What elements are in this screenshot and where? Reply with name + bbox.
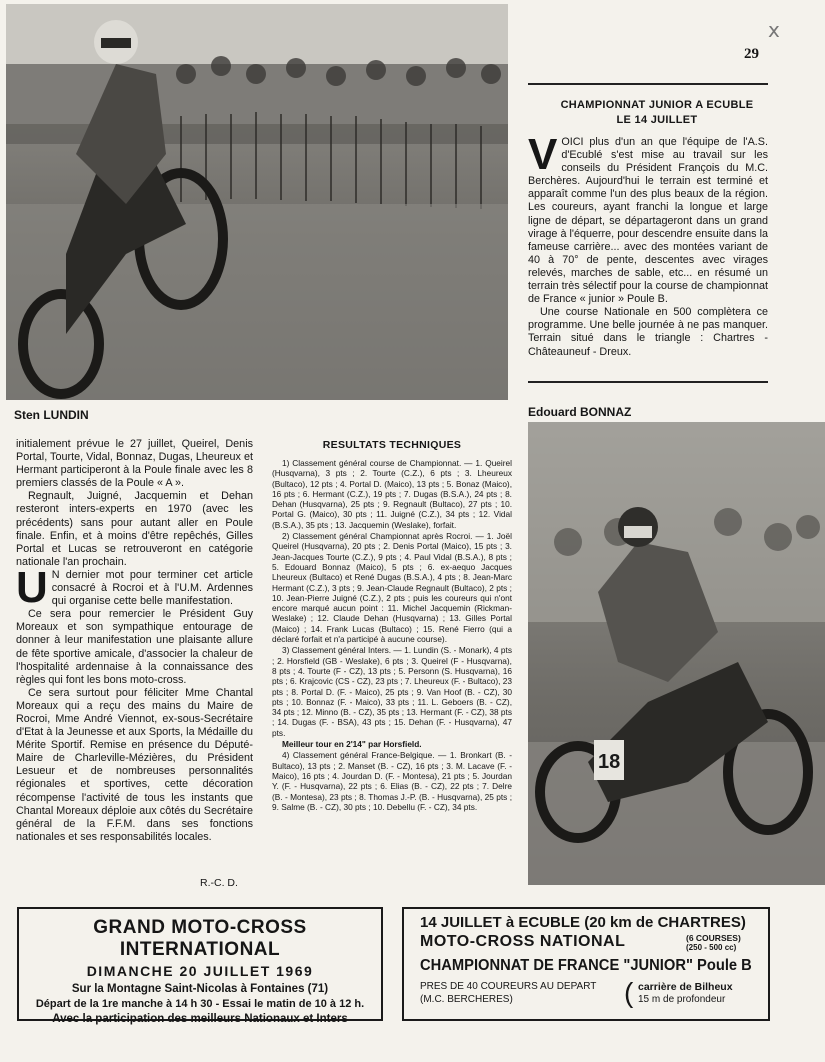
ad-grand-moto-cross	[17, 907, 383, 1025]
left-para2: Regnault, Juigné, Jacquemin et Dehan resteront inters-experts en 1970 (avec les précédents) sans pour autant aller en Poule finale. Enfin, et à moins d'être repêchés, Gilles Portal et Lucas se retrouveront en catégorie nationale l'an prochain.	[16, 490, 253, 568]
divider-bottom	[528, 381, 768, 383]
caption-left-photo: Sten LUNDIN	[14, 408, 89, 422]
left-para5: Ce sera surtout pour féliciter Mme Chantal Moreaux qui a reçu des mains du Maire de Rocroi, Mme André Viennot, ex-sous-Secrétaire d'Etat à la Jeunesse et aux Sports, la Médaille du Mérite Sportif. Remise en présence du Député-Maire de Charleville-Mézières, du Président Lesueur et de nombreuses personnalités régionales et sportives, cette décoration récompense l'activité de tous les instants que Chantal Moreaux déploie aux côtés du Secrétaire général de la F.F.M. dans ses fonctions nationales et ses responsabilités locales.	[16, 686, 253, 843]
results-part1: 1) Classement général course de Championnat. — 1. Queirel (Husqvarna), 3 pts ; 2. Tourte (C.Z.), 6 pts ; 3. Lheureux (Bultaco), 12 pts ; 4. Portal D. (Maico), 13 pts ; 5. Bonaz (Maico), 16 pts ; 6. Hermant (C.Z.), 19 pts ; 7. Dugas (B.S.A.), 24 pts ; 8. Dehan (Husqvarna), 25 pts ; 9. Regnault (Bultaco), 27 pts ; 10. Portal G. (Maico), 30 pts ; 11. Juigné (C.Z.), 34 pts ; 12. Vidal (B.S.A.), 35 pts ; 13. Jacquemin (Weslake), forfait.	[272, 458, 512, 530]
ad-right-brace: (	[624, 977, 634, 1008]
ad-right-club: (M.C. BERCHERES)	[420, 994, 513, 1005]
results-column	[272, 458, 512, 813]
article-body	[528, 130, 768, 359]
results-part4: 4) Classement général France-Belgique. — 1. Bronkart (B. - Bultaco), 13 pts ; 2. Manset (B. - CZ), 16 pts ; 3. M. Lacave (F. - Maico), 16 pts ; 4. Jourdan D. (F. - Montesa), 21 pts ; 5. Jourdan Y. (F. - Husqvarna), 22 pts ; 6. Elias (B. - CZ), 22 pts ; 7. Delre (B. - Montesa), 23 pts ; 8. Thomas J.-P. (B. - Husqvarna), 25 pts ; 9. Salme (B. - CZ), 30 pts ; 10. Debellu (F. - CZ), 34 pts.	[272, 750, 512, 812]
pencil-mark: x	[768, 18, 780, 42]
article-headline-line2: LE 14 JUILLET	[616, 114, 698, 126]
photo-rider-illustration	[6, 4, 508, 400]
ad-right-quarry: carrière de Bilheux	[638, 981, 733, 993]
ad-right-courses: (6 COURSES)	[686, 933, 741, 943]
left-para3	[16, 562, 253, 612]
results-part3: 3) Classement général Inters. — 1. Lundin (S. - Monark), 4 pts ; 2. Horsfield (GB - Weslake), 6 pts ; 3. Queirel (F - Husqvarna), 8 pts ; 4. Tourte (F - CZ), 13 pts ; 5. Personn (S. Husqvarna), 16 pts ; 6. Krajcovic (CS - CZ), 23 pts ; 7. Lheureux (F. - Bultaco), 23 pts ; 8. Portal D. (F. - Maico), 25 pts ; 9. Van Hoof (B. - CZ), 30 pts ; 10. Bonnaz (F. - Maico), 33 pts ; 11. L. Geboers (B. - CZ), 34 pts ; 12. Minno (B. - CZ), 35 pts ; 13. Hermant (F. - CZ), 38 pts ; 14. Dugas (F. - BSA), 43 pts ; 15. Dehan (F. - Husqvarna), 47 pts.	[272, 645, 512, 738]
photo-rider-illustration-2	[528, 422, 825, 885]
article-headline-line1: CHAMPIONNAT JUNIOR A ECUBLE	[560, 99, 754, 111]
photo-edouard-bonnaz	[528, 422, 825, 885]
article-para2: Une course Nationale en 500 complètera ce programme. Une belle journée à ne pas manquer. Terrain situé dans le triangle : Chartres - Châteauneuf - Dreux.	[528, 306, 768, 358]
ad-right-title: MOTO-CROSS NATIONAL	[420, 933, 626, 950]
divider-top	[528, 83, 768, 85]
results-title: RESULTATS TECHNIQUES	[322, 439, 462, 451]
left-para4: Ce sera pour remercier le Président Guy Moreaux et son sympathique entourage de donner à leur manifestation une plaisante allure de fête sportive amicale, d'associer la chaleur de l'hospitalité ardennaise à la connaissance des règles qui font les bons moto-cross.	[16, 608, 253, 686]
left-column	[16, 438, 253, 844]
results-best-lap: Meilleur tour en 2'14" par Horsfield.	[282, 739, 422, 750]
page-number: 29	[744, 46, 759, 62]
ad-left-title: GRAND MOTO-CROSS INTERNATIONAL	[93, 917, 307, 960]
ad-moto-cross-national	[402, 907, 770, 1021]
left-para1: initialement prévue le 27 juillet, Queirel, Denis Portal, Tourte, Vidal, Bonnaz, Dugas, Lheureux et Hermant participeront à la Poule finale avec les 8 premiers classés de la Poule « A ».	[16, 438, 253, 490]
article-signature: R.-C. D.	[200, 877, 238, 889]
article-dropcap: V	[528, 130, 558, 179]
left-para3-text: N dernier mot pour terminer cet article consacré à Rocroi et à l'U.M. Ardennes qui organise cette belle manifestation.	[51, 568, 253, 608]
ad-left-participation: Avec la participation des meilleurs Nationaux et Inters	[52, 1013, 348, 1025]
ad-right-championship: CHAMPIONNAT DE FRANCE "JUNIOR" Poule B	[420, 957, 752, 974]
caption-right-photo: Edouard BONNAZ	[528, 405, 632, 419]
ad-left-date: DIMANCHE 20 JUILLET 1969	[86, 963, 314, 979]
article-lead-text: OICI plus d'un an que l'équipe de l'A.S. d'Ecublé s'est mise au travail sur les conseils du Président François du M.C. Berchères. Aujourd'hui le terrain est terminé et apparaît comme l'un des plus beaux de la région. Les coureurs, ayant franchi la longue et large ligne de départ, se départageront dans un grand virage à l'équerre, pour descendre ensuite dans la fameuse carrière... avec des montées variant de 40 à 70° de pente, descentes avec virages relevés, marches de sable, etc... en résumé un terrain très sélectif pour la course de championnat de France « junior » Poule B.	[528, 136, 768, 306]
article-lead	[528, 130, 768, 306]
ad-right-classes: (250 - 500 cc)	[686, 943, 737, 952]
ad-right-depth: 15 m de profondeur	[638, 994, 726, 1005]
ad-left-schedule: Départ de la 1re manche à 14 h 30 - Essai le matin de 10 à 12 h.	[35, 998, 365, 1010]
ad-right-date: 14 JUILLET à ECUBLE (20 km de CHARTRES)	[420, 914, 746, 931]
photo-sten-lundin	[6, 4, 508, 400]
results-part2: 2) Classement général Championnat après Rocroi. — 1. Joël Queirel (Husqvarna), 20 pts ; 2. Denis Portal (Maico), 15 pts ; 3. Jean-Jacques Tourte (C.Z.), 9 pts ; 4. Paul Vidal (B.S.A.), 8 pts ; 5. Edouard Bonnaz (Maico), 5 pts ; 6. ex-aequo Jacques Lheureux (Bultaco) et René Dugas (B.S.A.), 4 pts ; 8. Jean-Marc Hermant (C.Z.), 3 pts ; 9. Jean-Claude Regnault (Bultaco), 2 pts ; 10. Jean-Pierre Juigné (C.Z.), 2 pts ; puis les coureurs qui n'ont encore marqué aucun point : 11. Michel Jacquemin (Rickman-Weslake) ; 12. Claude Dehan (Husqvarna) ; 13. Gilles Portal (Maico) ; 14. Frank Lucas (Bultaco) ; 15. René Fierro (qui a déclaré forfait et n'a participé à aucune course).	[272, 531, 512, 645]
bike-number-plate: 18	[598, 751, 621, 773]
article-headline	[528, 98, 786, 128]
ad-left-location: Sur la Montagne Saint-Nicolas à Fontaines (71)	[71, 983, 329, 995]
left-dropcap: U	[16, 562, 48, 612]
ad-right-riders: PRES DE 40 COUREURS AU DEPART	[420, 981, 597, 992]
